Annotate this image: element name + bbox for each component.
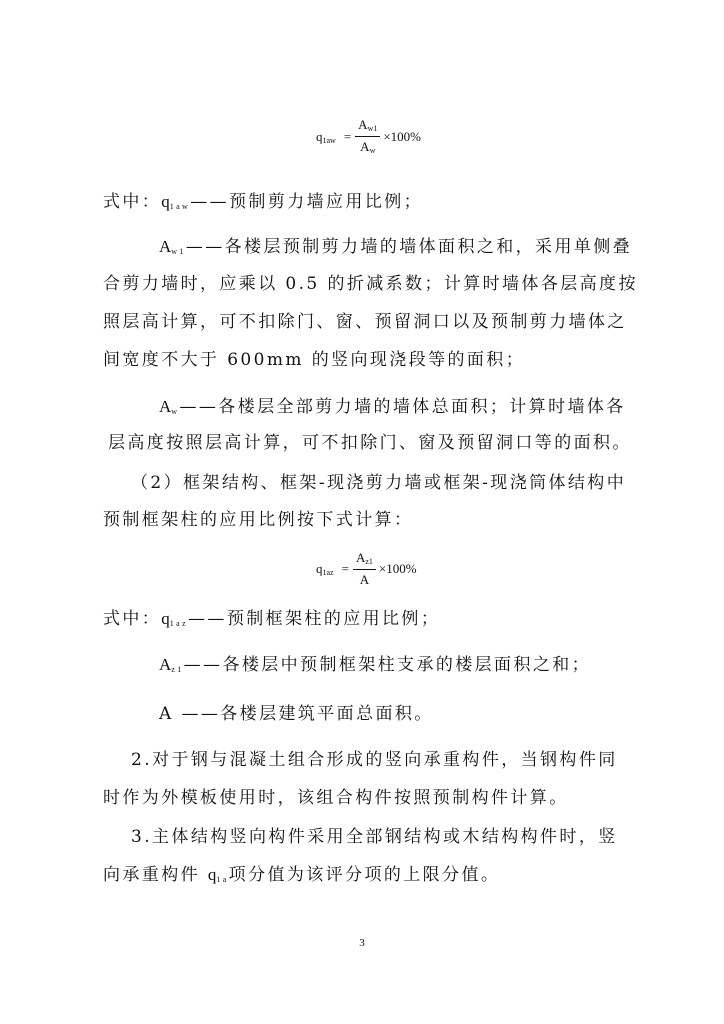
item-2-clause-line2: 时作为外模板使用时，该组合构件按照预制构件计算。 [103, 788, 569, 808]
definition-a: A ——各楼层建筑平面总面积。 [159, 704, 434, 724]
formula-lhs [316, 129, 336, 145]
symbol-a: A [159, 237, 172, 256]
definition-az1 [159, 655, 591, 680]
formula-lhs-symbol: q [316, 128, 323, 144]
item-3-line2 [103, 865, 500, 890]
definition-q1az [103, 609, 440, 634]
numerator-subscript: z1 [365, 557, 373, 566]
numerator-symbol: A [355, 550, 366, 565]
definition-text: ——预制框架柱的应用比例； [188, 609, 441, 629]
numerator-subscript: w1 [367, 124, 378, 133]
definition-aw1-line1 [159, 237, 632, 262]
formula-lhs-subscript: 1az [322, 567, 334, 577]
symbol-a: A [159, 655, 172, 674]
equals-sign: = [341, 560, 349, 576]
definition-q1aw [103, 192, 423, 217]
definition-aw1-line2: 合剪力墙时，应乘以 0.5 的折减系数；计算时墙体各层高度按 [103, 274, 638, 294]
definition-aw-line1 [159, 397, 626, 422]
symbol-subscript: 1a [216, 875, 229, 884]
prefix-label: 式中： [103, 609, 162, 629]
formula-q1aw [316, 118, 421, 155]
definition-text: ——预制剪力墙应用比例； [190, 192, 424, 212]
symbol-subscript: 1az [169, 619, 189, 628]
fraction-denominator [357, 137, 378, 155]
symbol-q: q [161, 192, 170, 211]
formula-lhs-subscript: 1aw [322, 135, 336, 145]
symbol-a: A [159, 397, 172, 416]
symbol-q: q [161, 609, 170, 628]
item-2-clause-line1: 2.对于钢与混凝土组合形成的竖向承重构件，当钢构件同 [131, 750, 618, 770]
formula-lhs-symbol: q [316, 560, 323, 576]
denominator-subscript: w [369, 146, 376, 155]
symbol-subscript: w [171, 407, 180, 416]
fraction-denominator [357, 570, 372, 586]
fraction [353, 551, 376, 586]
fraction [355, 118, 380, 155]
numerator-symbol: A [358, 117, 368, 132]
definition-aw1-line3: 照层高计算，可不扣除门、窗、预留洞口以及预制剪力墙体之 [103, 312, 627, 332]
denominator-symbol: A [360, 139, 370, 154]
formula-q1az [316, 551, 417, 586]
symbol-subscript: 1aw [169, 202, 191, 211]
fraction-numerator [355, 118, 380, 137]
item-2-line2: 预制框架柱的应用比例按下式计算： [103, 510, 414, 530]
formula-multiplier: ×100% [378, 560, 417, 576]
formula-multiplier: ×100% [383, 128, 422, 144]
definition-text: ——各楼层中预制框架柱支承的楼层面积之和； [183, 655, 592, 675]
text-before-symbol: 向承重构件 [103, 865, 208, 885]
formula-lhs [316, 561, 334, 577]
symbol-subscript: z1 [171, 665, 184, 674]
item-2-line1: （2）框架结构、框架-现浇剪力墙或框架-现浇筒体结构中 [131, 473, 627, 493]
equals-sign: = [343, 128, 352, 144]
symbol-q: q [207, 865, 217, 884]
page-number: 3 [359, 937, 365, 949]
definition-aw1-line4: 间宽度不大于 600mm 的竖向现浇段等的面积； [103, 350, 526, 370]
fraction-numerator [353, 551, 376, 570]
definition-aw-line2: 层高度按照层高计算，可不扣除门、窗及预留洞口等的面积。 [108, 433, 632, 453]
text-after-symbol: 项分值为该评分项的上限分值。 [228, 865, 501, 885]
item-3-line1: 3.主体结构竖向构件采用全部钢结构或木结构构件时，竖 [131, 827, 618, 847]
definition-text: ——各楼层预制剪力墙的墙体面积之和，采用单侧叠 [185, 237, 633, 257]
definition-text: ——各楼层全部剪力墙的墙体总面积；计算时墙体各 [179, 397, 626, 417]
symbol-subscript: w1 [171, 247, 186, 256]
prefix-label: 式中： [103, 192, 162, 212]
denominator-symbol: A [359, 572, 370, 587]
